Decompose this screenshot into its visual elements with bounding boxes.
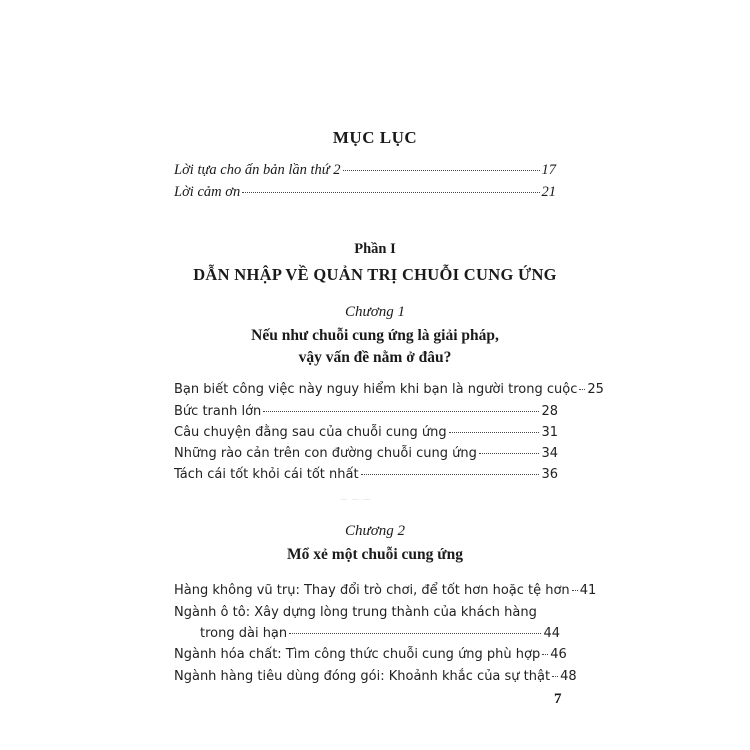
toc-entry[interactable]: [174, 467, 558, 482]
toc-entry-page: 41: [579, 583, 597, 598]
toc-entry[interactable]: [174, 446, 558, 461]
dot-leader: [263, 411, 539, 412]
toc-entry-title: Ngành hóa chất: Tìm công thức chuỗi cung ứng phù hợp: [174, 647, 541, 662]
toc-entry-page: 25: [587, 382, 604, 397]
toc-entry-title-continuation: trong dài hạn: [200, 626, 288, 641]
toc-entry-page: 48: [560, 669, 577, 684]
toc-entry-title: Ngành hàng tiêu dùng đóng gói: Khoảnh khắc của sự thật: [174, 669, 551, 684]
dot-leader: [343, 170, 540, 171]
toc-entry[interactable]: [200, 626, 560, 641]
chapter-title: Mổ xẻ một chuỗi cung ứng: [287, 546, 463, 563]
toc-entry-title: Lời tựa cho ấn bản lần thứ 2: [174, 162, 341, 178]
dot-leader: [542, 654, 548, 655]
toc-entry[interactable]: [174, 404, 558, 419]
toc-entry[interactable]: [174, 162, 556, 179]
dot-leader: [289, 633, 541, 634]
toc-entry[interactable]: [174, 382, 604, 397]
chapter-label: Chương 2: [345, 523, 405, 539]
toc-entry-title: Lời cảm ơn: [174, 184, 241, 200]
toc-entry[interactable]: [174, 669, 577, 684]
toc-entry-page: 46: [550, 647, 567, 662]
chapter-title: vậy vấn đề nằm ở đâu?: [298, 349, 452, 366]
toc-entry-page: 31: [541, 425, 558, 440]
part-title: DẪN NHẬP VỀ QUẢN TRỊ CHUỖI CUNG ỨNG: [193, 265, 557, 284]
toc-entry-page: 21: [541, 184, 556, 200]
toc-entry-page: 28: [541, 404, 558, 419]
toc-entry[interactable]: [174, 425, 558, 440]
toc-entry-title: Hàng không vũ trụ: Thay đổi trò chơi, để tốt hơn hoặc tệ hơn: [174, 583, 570, 598]
toc-entry[interactable]: [174, 583, 597, 598]
toc-entry[interactable]: [174, 647, 567, 662]
toc-heading: MỤC LỤC: [332, 128, 418, 147]
dot-leader: [361, 474, 540, 475]
toc-entry-title: Bức tranh lớn: [174, 404, 262, 419]
toc-entry-title: Câu chuyện đằng sau của chuỗi cung ứng: [174, 425, 447, 440]
show-through-text: ‒ ‒ ‒: [340, 492, 371, 506]
chapter-title: Nếu như chuỗi cung ứng là giải pháp,: [251, 327, 499, 344]
chapter-label: Chương 1: [345, 304, 405, 320]
dot-leader: [242, 192, 539, 193]
part-label: Phần I: [354, 241, 396, 257]
toc-entry-title[interactable]: Ngành ô tô: Xây dựng lòng trung thành của khách hàng: [174, 605, 537, 620]
toc-entry-page: 36: [541, 467, 558, 482]
dot-leader: [552, 676, 558, 677]
toc-entry-title: Bạn biết công việc này nguy hiểm khi bạn là người trong cuộc: [174, 382, 578, 397]
dot-leader: [579, 389, 585, 390]
toc-entry-title: Tách cái tốt khỏi cái tốt nhất: [174, 467, 359, 482]
page-number: 7: [554, 691, 562, 707]
toc-entry-page: 34: [541, 446, 558, 461]
toc-entry-page: 17: [541, 162, 556, 178]
toc-entry-title: Những rào cản trên con đường chuỗi cung ứng: [174, 446, 477, 461]
dot-leader: [572, 590, 578, 591]
dot-leader: [479, 453, 540, 454]
toc-entry-page: 44: [543, 626, 560, 641]
dot-leader: [449, 432, 540, 433]
toc-entry[interactable]: [174, 184, 556, 201]
